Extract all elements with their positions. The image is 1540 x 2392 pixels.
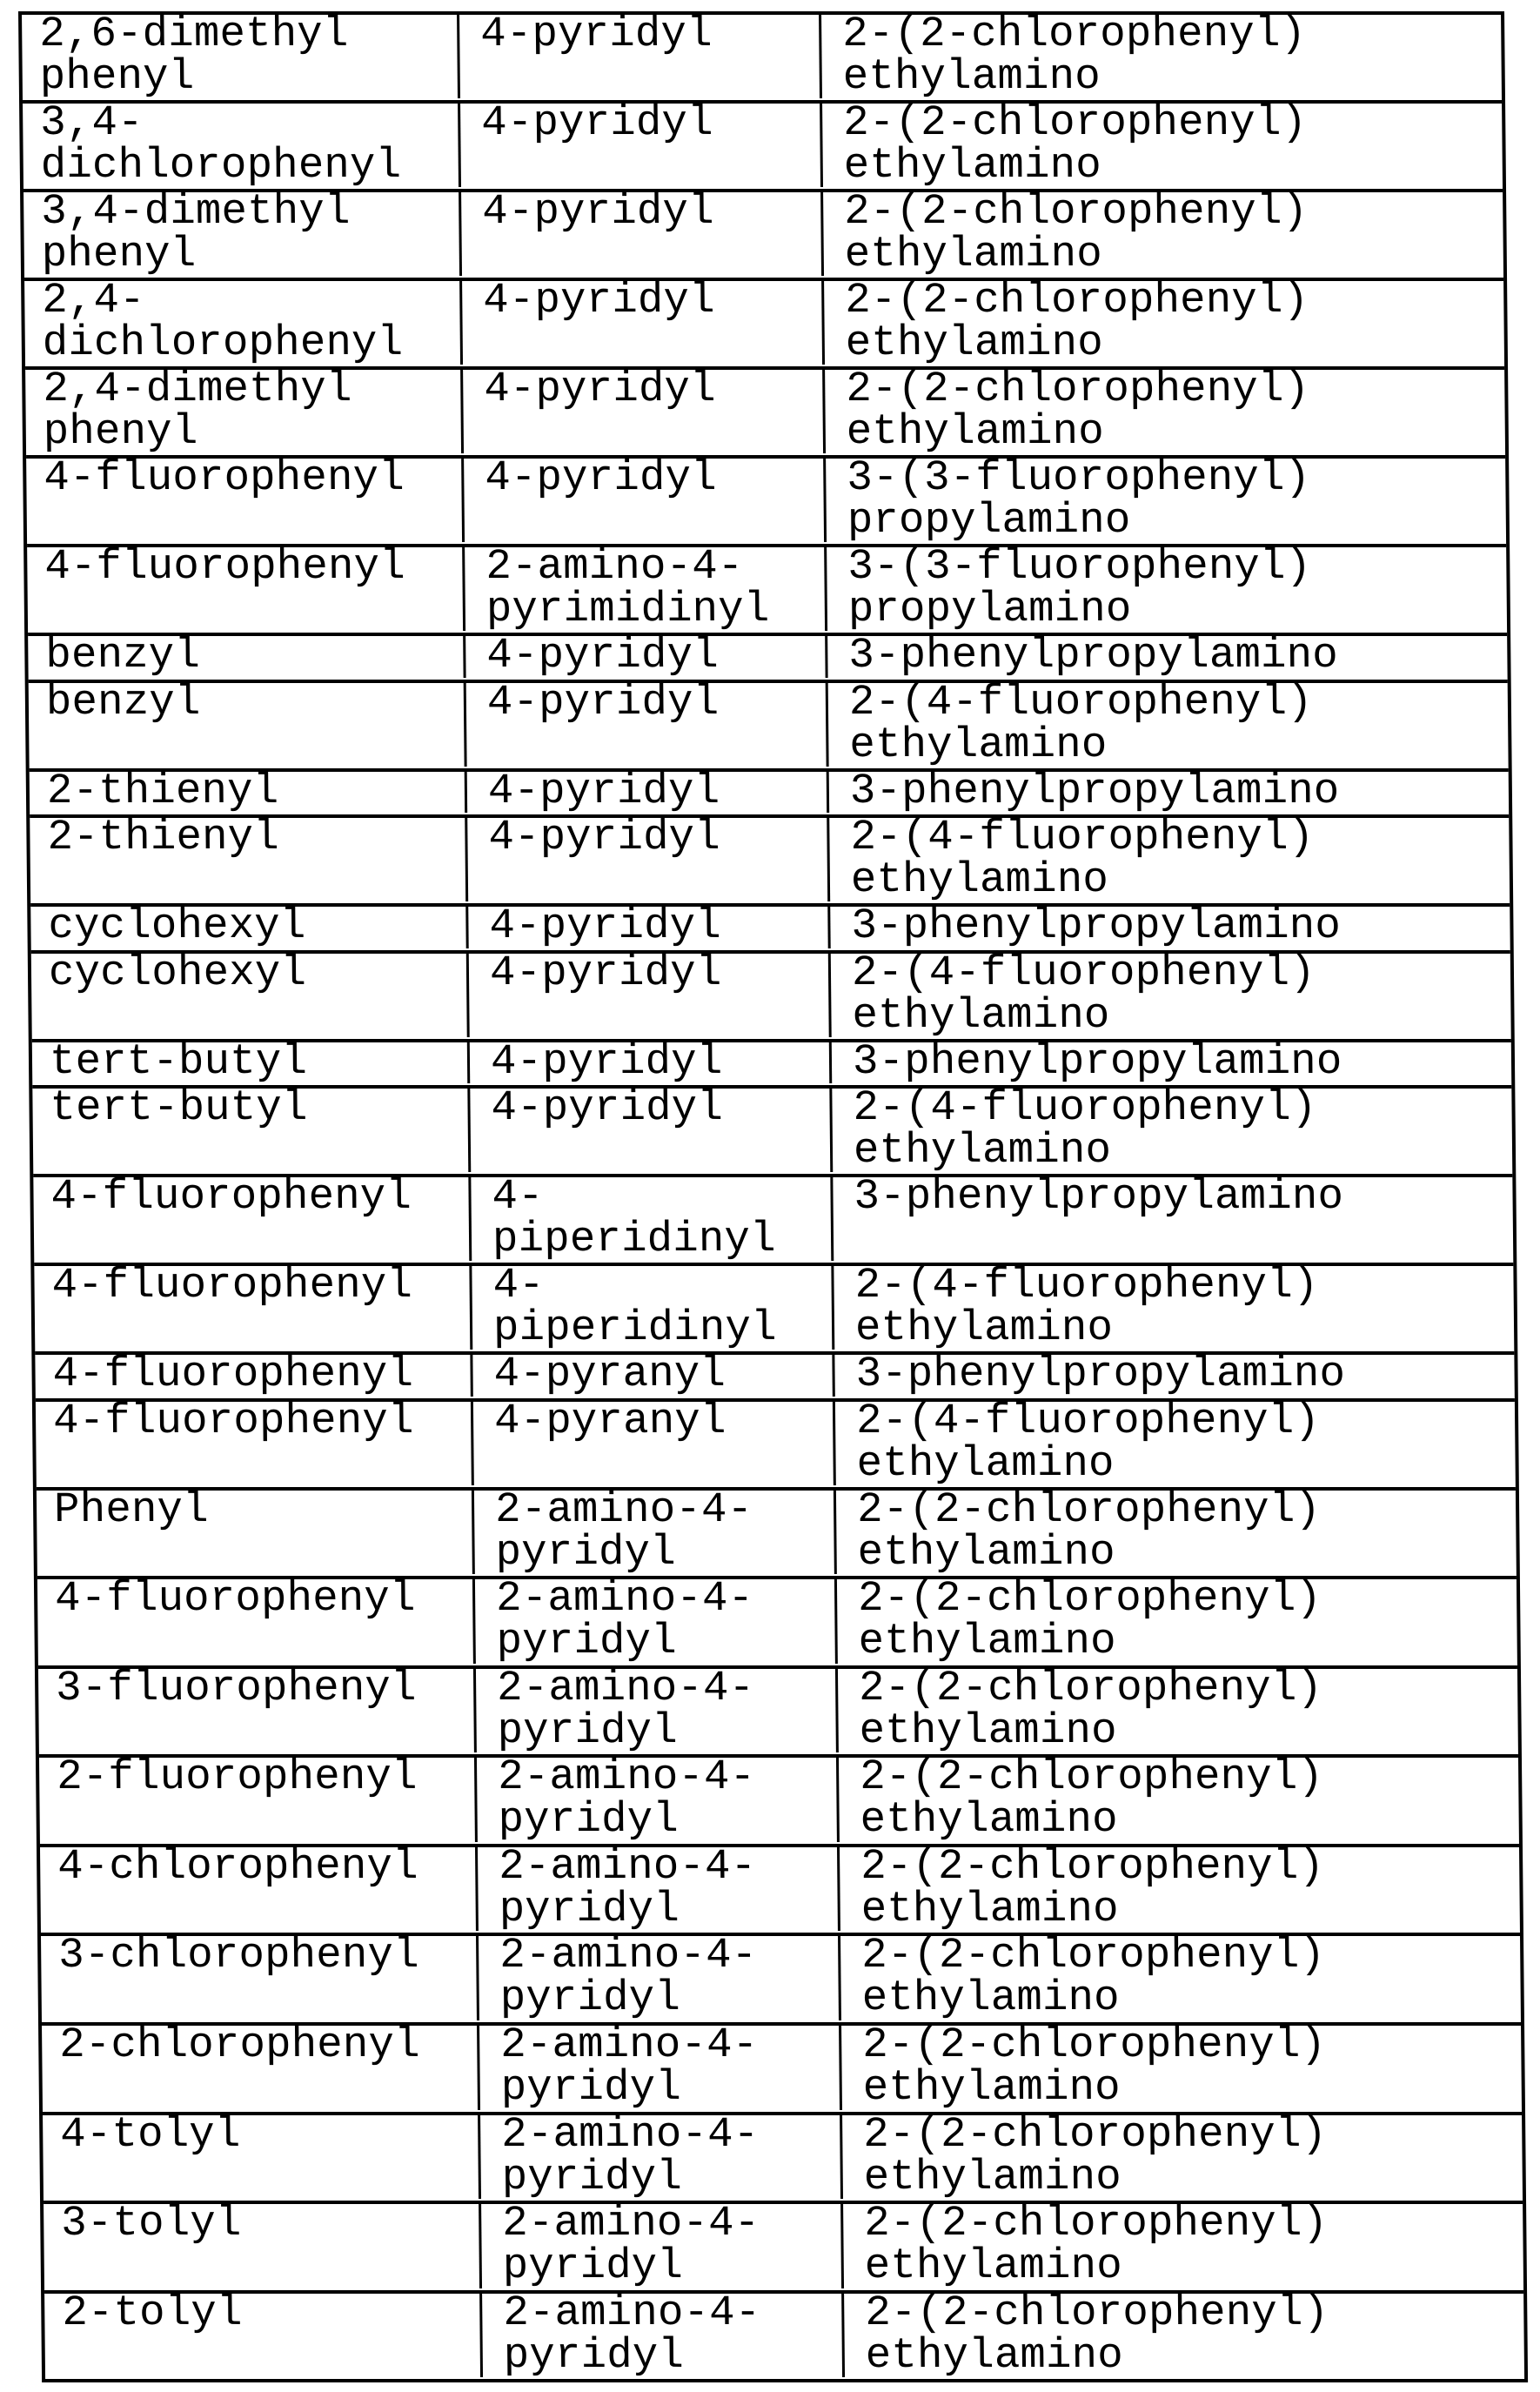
table-cell-substituent-1: 4-fluorophenyl <box>51 1261 413 1310</box>
table-cell-substituent-2: 2-amino-4- pyridyl <box>475 1846 838 1932</box>
table-cell-substituent-2: 4-pyridyl <box>460 368 823 453</box>
table-cell-substituent-1: 2-fluorophenyl <box>56 1752 418 1802</box>
table-row <box>22 10 1502 101</box>
table-cell-substituent-3: 3-phenylpropylamino <box>825 634 1507 678</box>
table-row <box>27 544 1507 633</box>
table-cell-substituent-3: 2-(2-chlorophenyl) ethylamino <box>839 2024 1522 2110</box>
table-cell-substituent-1: 2,4- dichlorophenyl <box>42 276 404 367</box>
table-cell-substituent-3: 2-(2-chlorophenyl) ethylamino <box>837 1846 1520 1932</box>
table-cell-substituent-3: 3-(3-fluorophenyl) propylamino <box>823 457 1506 542</box>
table-cell-substituent-1: 2-chlorophenyl <box>58 2020 420 2070</box>
table-row <box>38 1665 1518 1755</box>
table-cell-substituent-1: 4-fluorophenyl <box>52 1396 414 1445</box>
table-cell-substituent-2: 2-amino-4- pyridyl <box>474 1756 837 1842</box>
table-cell-substituent-2: 2-amino-4- pyridyl <box>473 1667 836 1753</box>
table-cell-substituent-3: 2-(4-fluorophenyl) ethylamino <box>831 1264 1514 1350</box>
table-cell-substituent-1: 3-fluorophenyl <box>55 1663 417 1712</box>
table-cell-substituent-2: 4-pyridyl <box>465 816 827 901</box>
table-cell-substituent-2: 4-pyridyl <box>459 279 822 365</box>
table-cell-substituent-3: 3-phenylpropylamino <box>827 770 1509 814</box>
table-cell-substituent-3: 2-(4-fluorophenyl) ethylamino <box>833 1400 1516 1485</box>
table-cell-substituent-1: 3,4- dichlorophenyl <box>39 98 402 190</box>
table-row <box>30 903 1510 950</box>
table-row <box>34 1263 1514 1351</box>
table-cell-substituent-2: 2-amino-4- pyridyl <box>479 2202 841 2288</box>
table-cell-substituent-1: 4-tolyl <box>59 2109 241 2159</box>
table-cell-substituent-2: 4-pyridyl <box>466 952 829 1037</box>
table-row <box>35 1351 1515 1398</box>
table-cell-substituent-2: 4-pyridyl <box>463 634 825 678</box>
table-cell-substituent-2: 2-amino-4- pyridyl <box>476 1934 839 2020</box>
table-row <box>31 950 1511 1039</box>
table-row <box>44 2290 1524 2380</box>
table-row <box>32 1085 1512 1174</box>
table-cell-substituent-1: 2,6-dimethyl phenyl <box>38 10 349 101</box>
table-cell-substituent-2: 4-pyridyl <box>458 102 820 187</box>
table-row <box>30 768 1510 815</box>
table-cell-substituent-2: 2-amino-4- pyrimidinyl <box>462 546 825 631</box>
table-row <box>36 1398 1516 1487</box>
table-cell-substituent-3: 2-(2-chlorophenyl) ethylamino <box>834 1489 1517 1575</box>
table-row <box>26 455 1506 544</box>
table-cell-substituent-1: cyclohexyl <box>48 948 307 997</box>
table-row <box>37 1576 1517 1665</box>
table-row <box>25 366 1505 455</box>
table-cell-substituent-3: 2-(2-chlorophenyl) ethylamino <box>840 2114 1523 2200</box>
table-cell-substituent-3: 2-(2-chlorophenyl) ethylamino <box>841 2292 1524 2378</box>
table-cell-substituent-3: 2-(2-chlorophenyl) ethylamino <box>820 191 1503 276</box>
table-row <box>33 1174 1513 1263</box>
table-cell-substituent-1: 4-fluorophenyl <box>50 1172 412 1221</box>
table-cell-substituent-2: 4-pyridyl <box>459 191 821 276</box>
table-row <box>24 278 1504 366</box>
table-cell-substituent-1: 4-chlorophenyl <box>57 1841 418 1891</box>
table-cell-substituent-2: 4-pyridyl <box>467 1087 830 1172</box>
table-cell-substituent-2: 4-pyridyl <box>464 681 827 767</box>
table-cell-substituent-1: 2-thienyl <box>46 766 279 815</box>
table-row <box>28 633 1508 680</box>
table-cell-substituent-1: 4-fluorophenyl <box>44 542 406 591</box>
table-row <box>41 1933 1521 2022</box>
compound-table <box>18 11 1528 2382</box>
table-cell-substituent-1: tert-butyl <box>49 1036 308 1086</box>
table-cell-substituent-1: benzyl <box>45 677 201 727</box>
table-row <box>42 2022 1522 2112</box>
table-cell-substituent-3: 3-(3-fluorophenyl) propylamino <box>824 546 1507 631</box>
table-cell-substituent-3: 2-(4-fluorophenyl) ethylamino <box>829 1087 1512 1172</box>
table-cell-substituent-2: 2-amino-4- pyridyl <box>478 2114 840 2200</box>
table-row <box>37 1484 1517 1577</box>
table-cell-substituent-1: 2-tolyl <box>62 2288 243 2337</box>
table-cell-substituent-3: 2-(2-chlorophenyl) ethylamino <box>819 13 1502 98</box>
table-cell-substituent-3: 3-phenylpropylamino <box>829 1041 1511 1084</box>
table-cell-substituent-1: 4-fluorophenyl <box>52 1350 414 1398</box>
table-cell-substituent-2: 2-amino-4- pyridyl <box>479 2292 842 2378</box>
table-cell-substituent-1: 4-fluorophenyl <box>54 1574 416 1624</box>
table-cell-substituent-2: 2-amino-4- pyridyl <box>472 1578 835 1664</box>
table-cell-substituent-2: 4-pyranyl <box>471 1400 834 1485</box>
table-cell-substituent-1: 3,4-dimethyl phenyl <box>41 187 351 278</box>
table-row <box>32 1036 1512 1086</box>
table-cell-substituent-2: 2-amino-4- pyridyl <box>472 1489 834 1575</box>
table-cell-substituent-2: 4-pyranyl <box>470 1353 832 1397</box>
table-cell-substituent-2: 2-amino-4- pyridyl <box>477 2024 840 2110</box>
table-cell-substituent-3: 2-(2-chlorophenyl) ethylamino <box>822 368 1505 453</box>
table-cell-substituent-3: 2-(2-chlorophenyl) ethylamino <box>835 1667 1518 1753</box>
table-row <box>29 677 1509 769</box>
table-cell-substituent-2: 4-pyridyl <box>465 905 827 948</box>
table-cell-substituent-1: 2,4-dimethyl phenyl <box>43 365 352 456</box>
table-cell-substituent-1: cyclohexyl <box>48 901 306 950</box>
table-cell-substituent-3: 3-phenylpropylamino <box>827 905 1510 948</box>
table-cell-substituent-1: benzyl <box>45 631 201 680</box>
table-row <box>23 189 1503 278</box>
table-row <box>30 814 1510 903</box>
table-cell-substituent-2: 4-pyridyl <box>457 13 820 98</box>
table-cell-substituent-3: 2-(4-fluorophenyl) ethylamino <box>826 681 1509 767</box>
table-cell-substituent-3: 3-phenylpropylamino <box>832 1353 1514 1397</box>
table-cell-substituent-1: 2-thienyl <box>47 813 280 861</box>
table-cell-substituent-2: 4- piperidinyl <box>468 1176 831 1261</box>
table-cell-substituent-3: 2-(4-fluorophenyl) ethylamino <box>828 952 1511 1037</box>
table-cell-substituent-3: 2-(2-chlorophenyl) ethylamino <box>840 2202 1523 2288</box>
table-cell-substituent-3: 2-(2-chlorophenyl) ethylamino <box>821 279 1504 365</box>
table-row <box>43 2109 1523 2201</box>
table-cell-substituent-2: 4-pyridyl <box>467 1041 829 1084</box>
table-row <box>44 2201 1523 2290</box>
table-cell-substituent-2: 4- piperidinyl <box>469 1264 832 1350</box>
table-cell-substituent-1: 3-chlorophenyl <box>57 1931 419 1980</box>
table-cell-substituent-3: 2-(2-chlorophenyl) ethylamino <box>834 1578 1517 1664</box>
table-cell-substituent-3: 2-(2-chlorophenyl) ethylamino <box>838 1934 1521 2020</box>
table-row <box>23 100 1503 189</box>
table-cell-substituent-2: 4-pyridyl <box>461 457 824 542</box>
table-cell-substituent-3: 2-(4-fluorophenyl) ethylamino <box>827 816 1510 901</box>
table-row <box>39 1754 1519 1844</box>
table-cell-substituent-3: 2-(2-chlorophenyl) ethylamino <box>820 102 1503 187</box>
table-row <box>40 1841 1520 1933</box>
table-cell-substituent-3: 2-(2-chlorophenyl) ethylamino <box>836 1756 1519 1842</box>
table-cell-substituent-1: 4-fluorophenyl <box>44 453 405 502</box>
table-cell-substituent-1: 3-tolyl <box>61 2199 242 2248</box>
table-cell-substituent-3: 3-phenylpropylamino <box>830 1176 1513 1261</box>
table-cell-substituent-1: Phenyl <box>53 1484 210 1534</box>
table-cell-substituent-1: tert-butyl <box>50 1083 308 1132</box>
table-cell-substituent-2: 4-pyridyl <box>465 770 827 814</box>
